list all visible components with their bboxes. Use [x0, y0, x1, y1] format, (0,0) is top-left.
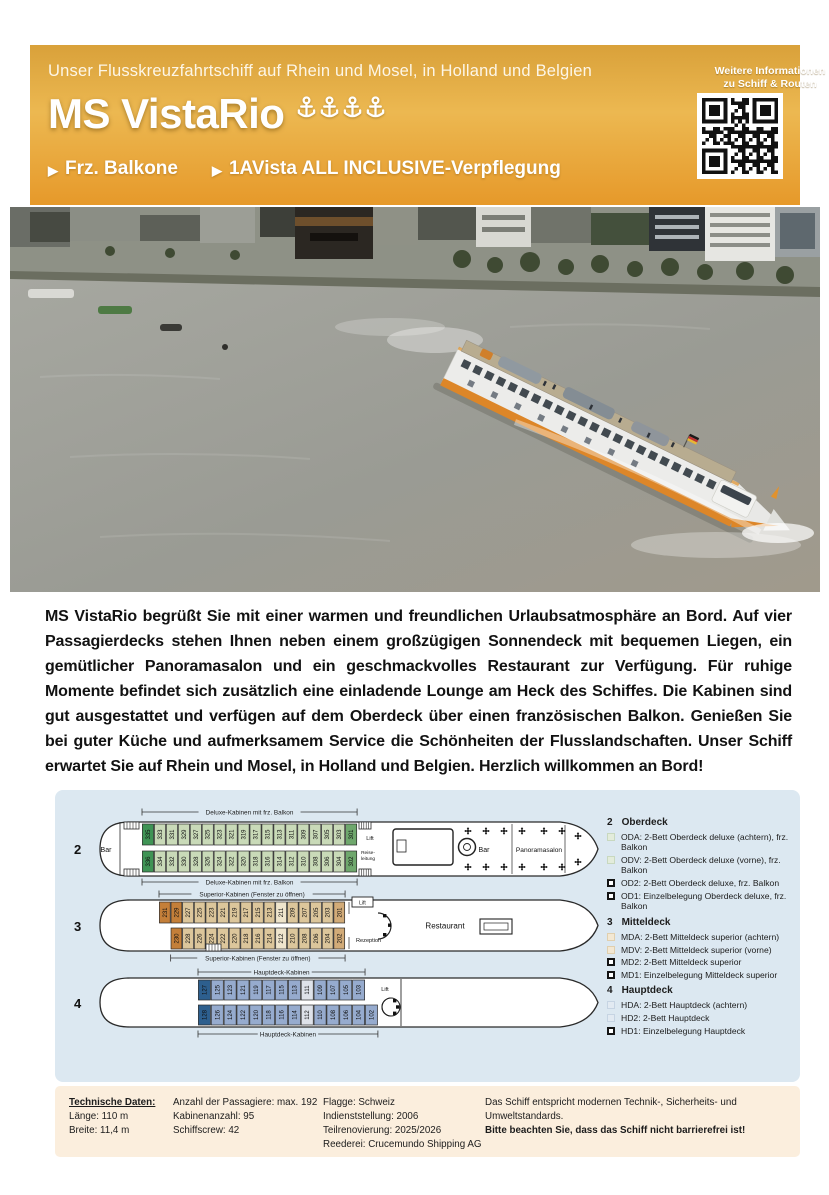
cabin-number: 316	[265, 856, 272, 867]
cabin-color-swatch	[607, 1014, 615, 1022]
footer-col-dimensions	[69, 1096, 173, 1157]
feature-balconies	[48, 158, 178, 180]
panoramasalon-label: Panoramasalon	[515, 847, 563, 854]
cabin-number: 128	[202, 1009, 209, 1021]
cabin-number: 222	[220, 933, 227, 944]
legend-item	[607, 1026, 795, 1036]
cabin-number: 108	[330, 1009, 337, 1021]
cabin-number: 306	[325, 856, 332, 867]
cabin-number: 323	[217, 829, 224, 840]
cabin-color-swatch	[607, 833, 615, 841]
cabin-number: 317	[253, 829, 260, 840]
cabin-number: 224	[209, 933, 216, 944]
cabin-number: 320	[241, 856, 248, 867]
footer-line: Anzahl der Passagiere: max. 192	[173, 1097, 318, 1108]
feature-list	[48, 158, 561, 180]
cabin-number: 219	[232, 907, 239, 918]
footer-col-capacity	[173, 1096, 323, 1157]
cabin-color-swatch	[607, 879, 615, 887]
cabin-number: 335	[145, 829, 152, 840]
cabin-number: 205	[314, 907, 321, 918]
legend-deck-header	[607, 985, 795, 996]
footer-line: Länge: 110 m	[69, 1111, 129, 1122]
ship-photo	[10, 207, 820, 592]
ship-title: MS VistaRio	[48, 90, 285, 137]
cabin-number: 204	[325, 933, 332, 944]
legend-item	[607, 891, 795, 912]
cabin-number: 226	[197, 933, 204, 944]
legend-item-text: HD2: 2-Bett Hauptdeck	[621, 1013, 710, 1024]
legend-item	[607, 832, 795, 853]
feature-label: Frz. Balkone	[65, 158, 178, 179]
cabin-number: 105	[343, 984, 350, 996]
legend-item-text: MDV: 2-Bett Mitteldeck superior (vorne)	[621, 944, 772, 955]
anchor-icons	[296, 95, 386, 121]
cabin-color-swatch	[607, 1001, 615, 1009]
legend-item	[607, 1000, 795, 1010]
legend-item-text: MD2: 2-Bett Mitteldeck superior	[621, 957, 742, 968]
legend-item-text: HDA: 2-Bett Hauptdeck (achtern)	[621, 1000, 748, 1011]
cabin-color-swatch	[607, 1027, 615, 1035]
cabin-number: 333	[157, 829, 164, 840]
arrow-icon: ▶	[48, 162, 58, 178]
dimension-lines	[69, 1110, 173, 1138]
legend-item-text: OD1: Einzelbelegung Oberdeck deluxe, frz. Balkon	[621, 891, 787, 912]
rezeption-label: Rezeption	[356, 938, 382, 944]
anchor-icon	[319, 95, 340, 121]
cabin-number: 330	[181, 856, 188, 867]
cabin-number: 201	[337, 907, 344, 918]
cabin-legend	[607, 812, 795, 1039]
feature-label: 1AVista ALL INCLUSIVE-Verpflegung	[228, 158, 561, 179]
bracket-label: Deluxe-Kabinen mit frz. Balkon	[205, 879, 294, 887]
bracket-label: Deluxe-Kabinen mit frz. Balkon	[205, 809, 294, 817]
feature-all-inclusive	[212, 158, 561, 180]
lift-label: Lift	[381, 987, 389, 993]
cabin-number: 207	[302, 907, 309, 918]
cabin-number: 104	[356, 1009, 363, 1021]
cabin-number: 106	[343, 1009, 350, 1021]
cabin-number: 121	[240, 984, 247, 996]
cabin-color-swatch	[607, 892, 615, 900]
cabin-number: 124	[228, 1009, 235, 1021]
deck-plan-svg	[60, 792, 605, 1080]
legend-item-text: OD2: 2-Bett Oberdeck deluxe, frz. Balkon	[621, 878, 780, 889]
cabin-number: 312	[289, 856, 296, 867]
legend-item	[607, 878, 795, 888]
deck-number: 2	[74, 842, 82, 857]
cabin-color-swatch	[607, 946, 615, 954]
cabin-number: 327	[193, 829, 200, 840]
cabin-number: 220	[232, 933, 239, 944]
cabin-number: 336	[145, 856, 152, 867]
legend-item-text: MD1: Einzelbelegung Mitteldeck superior	[621, 970, 778, 981]
legend-item-text: ODV: 2-Bett Oberdeck deluxe (vorne), frz. Balkon	[621, 855, 781, 876]
cabin-number: 118	[266, 1010, 273, 1020]
legend-item-text: HD1: Einzelbelegung Hauptdeck	[621, 1026, 746, 1037]
reiseleitung-label: Reise-	[361, 851, 375, 856]
footer-col-notes	[485, 1096, 785, 1157]
cabin-number: 331	[169, 829, 176, 840]
footer-line: Breite: 11,4 m	[69, 1125, 130, 1136]
cabin-number: 112	[305, 1010, 312, 1020]
cabin-color-swatch	[607, 933, 615, 941]
cabin-number: 305	[325, 829, 332, 840]
cabin-number: 218	[244, 933, 251, 944]
cabin-number: 301	[349, 829, 356, 840]
legend-deck-number: 3	[607, 916, 613, 928]
cabin-number: 103	[356, 984, 363, 996]
footer-line: Kabinenanzahl: 95	[173, 1111, 255, 1122]
bar-fwd-label: Bar	[478, 847, 490, 854]
cabin-number: 322	[229, 856, 236, 867]
deck-number: 4	[74, 996, 82, 1011]
cabin-number: 315	[265, 829, 272, 840]
header-banner	[30, 45, 826, 205]
cabin-number: 109	[318, 984, 325, 996]
cabin-number: 228	[186, 933, 193, 944]
cabin-number: 225	[197, 907, 204, 918]
footer-line: Schiffscrew: 42	[173, 1125, 240, 1136]
cabin-number: 227	[186, 907, 193, 918]
cabin-number: 209	[290, 907, 297, 918]
legend-item	[607, 957, 795, 967]
lift-label: Lift	[366, 836, 374, 842]
accessibility-note: Bitte beachten Sie, dass das Schiff nicht barrierefrei ist!	[485, 1125, 746, 1136]
cabin-number: 210	[290, 933, 297, 944]
anchor-icon	[296, 95, 317, 121]
ship-photo-art	[10, 207, 820, 592]
cabin-number: 208	[302, 933, 309, 944]
cabin-number: 314	[277, 856, 284, 867]
legend-item	[607, 945, 795, 955]
cabin-number: 313	[277, 829, 284, 840]
anchor-icon	[342, 95, 363, 121]
cabin-number: 117	[266, 985, 273, 995]
header-tagline: Unser Flusskreuzfahrtschiff auf Rhein und Mosel, in Holland und Belgien	[48, 62, 593, 80]
cabin-number: 206	[314, 933, 321, 944]
cabin-number: 113	[292, 985, 299, 995]
cabin-number: 107	[330, 984, 337, 996]
cabin-number: 309	[301, 829, 308, 840]
legend-deck-title: Mitteldeck	[621, 916, 671, 928]
cabin-number: 302	[349, 856, 356, 867]
legend-item	[607, 1013, 795, 1023]
cabin-number: 318	[253, 856, 260, 867]
cabin-number: 122	[240, 1009, 247, 1021]
cabin-number: 202	[337, 933, 344, 944]
qr-code	[697, 93, 783, 179]
anchor-icon	[365, 95, 386, 121]
footer-line: Indienststellung: 2006	[323, 1111, 419, 1122]
title-row	[48, 90, 386, 137]
deck-2	[74, 807, 598, 887]
cabin-number: 126	[215, 1009, 222, 1021]
cabin-number: 223	[209, 907, 216, 918]
bracket-label: Superior-Kabinen (Fenster zu öffnen)	[205, 955, 311, 963]
cabin-number: 125	[215, 984, 222, 996]
footer-line: Teilrenovierung: 2025/2026	[323, 1125, 442, 1136]
cabin-number: 111	[305, 985, 312, 995]
legend-deck-title: Hauptdeck	[621, 985, 673, 997]
cabin-number: 325	[205, 829, 212, 840]
cabin-number: 307	[313, 829, 320, 840]
cabin-number: 308	[313, 856, 320, 867]
cabin-number: 119	[253, 985, 260, 995]
cabin-number: 110	[318, 1010, 325, 1020]
qr-caption-line: Weitere Informationen	[714, 65, 826, 77]
arrow-icon: ▶	[211, 162, 222, 178]
cabin-number: 116	[279, 1010, 286, 1020]
cabin-number: 221	[220, 907, 227, 918]
bracket-label: Superior-Kabinen (Fenster zu öffnen)	[199, 891, 305, 899]
cabin-number: 213	[267, 907, 274, 918]
cabin-number: 216	[255, 933, 262, 944]
legend-deck-number: 4	[607, 985, 613, 997]
cabin-number: 211	[279, 907, 286, 918]
legend-deck-header	[607, 917, 795, 928]
legend-deck-title: Oberdeck	[621, 817, 668, 828]
cabin-number: 123	[228, 984, 235, 996]
deck-plan-panel	[55, 790, 800, 1082]
cabin-number: 310	[301, 856, 308, 867]
cabin-number: 212	[279, 933, 286, 944]
technical-data-footer	[55, 1086, 800, 1157]
cabin-color-swatch	[607, 971, 615, 979]
cabin-number: 231	[162, 907, 169, 918]
cabin-number: 319	[241, 829, 248, 840]
qr-caption-line: zu Schiff & Routen	[723, 78, 817, 91]
deck-4	[74, 967, 598, 1039]
legend-deck-number: 2	[607, 817, 613, 828]
cabin-number: 127	[202, 984, 209, 996]
cabin-number: 114	[292, 1010, 299, 1020]
cabin-number: 203	[325, 907, 332, 918]
cabin-number: 329	[181, 829, 188, 840]
cabin-number: 332	[169, 856, 176, 867]
cabin-number: 230	[174, 933, 181, 944]
cabin-number: 326	[205, 856, 212, 867]
footer-col-registry	[323, 1096, 485, 1157]
qr-pattern	[702, 98, 778, 174]
technical-data-title: Technische Daten:	[69, 1097, 156, 1108]
legend-item	[607, 855, 795, 876]
legend-item-text: ODA: 2-Bett Oberdeck deluxe (achtern), frz. Balkon	[621, 832, 789, 853]
cabin-number: 334	[157, 856, 164, 867]
deck-number: 3	[74, 919, 82, 934]
cabin-number: 229	[174, 907, 181, 918]
cabin-number: 215	[255, 907, 262, 918]
deck-3	[74, 889, 598, 963]
cabin-number: 304	[337, 856, 344, 867]
footer-line: Reederei: Crucemundo Shipping AG	[323, 1139, 482, 1150]
cabin-number: 217	[244, 907, 251, 918]
cabin-number: 328	[193, 856, 200, 867]
intro-paragraph: MS VistaRio begrüßt Sie mit einer warmen und freundlichen Urlaubsatmosphäre an Bord. Auf vier Passagierdecks stehen Ihnen neben einem großzügigen Sonnendeck mit bequemen Liegen, ein gemütlicher Panoramasalon und ein geschmackvolles Restaurant zur Verfügung. Für ruhige Momente befindet sich zusätzlich eine einladende Lounge am Heck des Schiffes. Die Kabinen sind gut ausgestattet und verfügen auf dem Oberdeck über einen französischen Balkon. Genießen Sie bei guter Küche und aufmerksamem Service die Schönheiten der Flusslandschaften. Unser Schiff erwartet Sie auf Rhein und Mosel, in Holland und Belgien. Herzlich willkommen an Bord!	[45, 608, 792, 775]
cabin-number: 115	[279, 985, 286, 995]
bracket-label: Hauptdeck-Kabinen	[259, 1031, 317, 1039]
cabin-number: 214	[267, 933, 274, 944]
cabin-number: 311	[289, 829, 296, 840]
footer-line: Flagge: Schweiz	[323, 1097, 395, 1108]
cabin-number: 324	[217, 856, 224, 867]
cabin-number: 321	[229, 829, 236, 840]
bracket-label: Hauptdeck-Kabinen	[253, 969, 310, 977]
svg-text:leitung: leitung	[360, 857, 376, 862]
restaurant-label: Restaurant	[425, 921, 465, 931]
legend-item	[607, 932, 795, 942]
legend-item-text: MDA: 2-Bett Mitteldeck superior (achtern)	[621, 931, 780, 942]
lift-label: Lift	[359, 900, 366, 907]
qr-caption	[680, 65, 829, 91]
cabin-number: 303	[337, 829, 344, 840]
cabin-number: 120	[253, 1009, 260, 1021]
cabin-number: 102	[369, 1009, 376, 1021]
cabin-color-swatch	[607, 856, 615, 864]
legend-deck-header	[607, 817, 795, 828]
bar-aft-label: Bar	[100, 847, 112, 854]
legend-item	[607, 970, 795, 980]
standards-note: Das Schiff entspricht modernen Technik-, Sicherheits- und Umweltstandards.	[485, 1097, 737, 1122]
cabin-color-swatch	[607, 958, 615, 966]
